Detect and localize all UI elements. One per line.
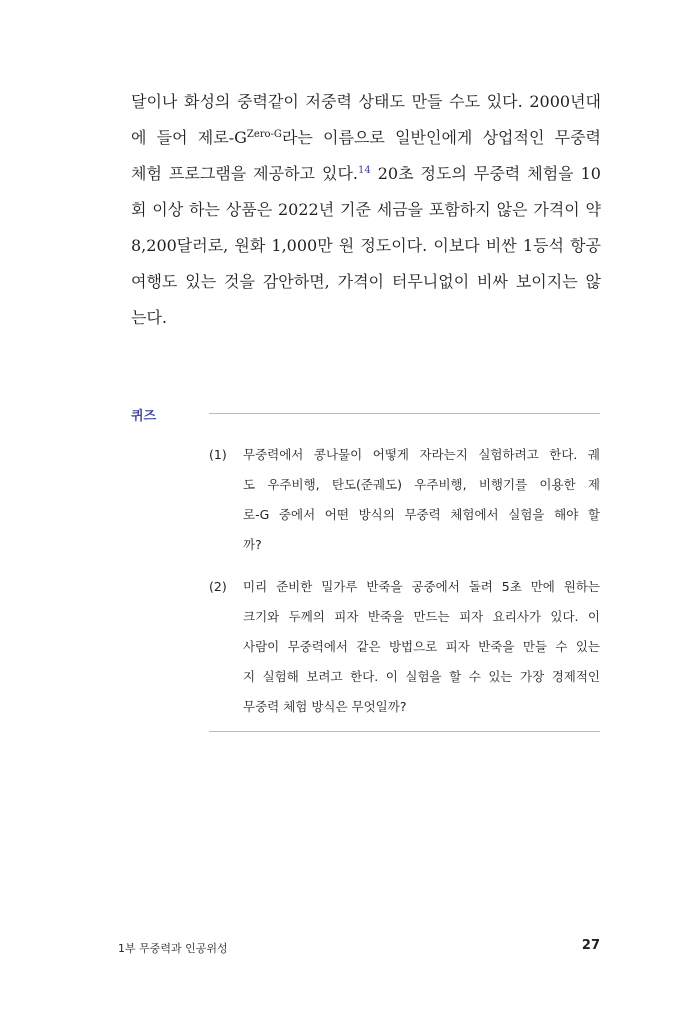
quiz-item-line: 로-G 중에서 어떤 방식의 무중력 체험에서 실험을 해야 할 — [243, 507, 600, 522]
quiz-item-line: 지 실험해 보려고 한다. 이 실험을 할 수 있는 가장 경제적인 — [243, 669, 600, 684]
page-number: 27 — [581, 938, 600, 953]
body-text-segment: 체험 프로그램을 제공하고 있다. — [131, 164, 358, 183]
quiz-item-line: 도 우주비행, 탄도(준궤도) 우주비행, 비행기를 이용한 제 — [243, 477, 600, 492]
body-paragraph — [131, 84, 601, 336]
quiz-list — [209, 440, 600, 722]
quiz-item — [209, 440, 600, 560]
quiz-item-line: 무중력 체험 방식은 무엇일까? — [243, 699, 407, 714]
body-line: 여행도 있는 것을 감안하면, 가격이 터무니없이 비싸 보이지는 않 — [131, 272, 601, 291]
quiz-item-number: (2) — [209, 579, 227, 594]
body-line: 는다. — [131, 308, 167, 327]
superscript-term: Zero-G — [246, 129, 282, 140]
body-line: 회 이상 하는 상품은 2022년 기준 세금을 포함하지 않은 가격이 약 — [131, 200, 601, 219]
body-line — [131, 156, 601, 192]
quiz-top-divider — [209, 413, 600, 414]
quiz-item-line: 사람이 무중력에서 같은 방법으로 피자 반죽을 만들 수 있는 — [243, 639, 600, 654]
quiz-item-number: (1) — [209, 447, 227, 462]
body-text-segment: 라는 이름으로 일반인에게 상업적인 무중력 — [281, 128, 601, 147]
body-text-segment: 20초 정도의 무중력 체험을 10 — [370, 164, 601, 183]
quiz-item-line: 크기와 두께의 피자 반죽을 만드는 피자 요리사가 있다. 이 — [243, 609, 600, 624]
quiz-item-line: 까? — [243, 537, 262, 552]
body-text-segment: 에 들어 제로-G — [131, 128, 247, 147]
quiz-item-line: 미리 준비한 밀가루 반죽을 공중에서 돌려 5초 만에 원하는 — [243, 579, 600, 594]
body-line: 달이나 화성의 중력같이 저중력 상태도 만들 수도 있다. 2000년대 — [131, 92, 601, 111]
quiz-bottom-divider — [209, 731, 600, 732]
quiz-heading: 퀴즈 — [131, 409, 157, 424]
quiz-item — [209, 572, 600, 722]
footnote-reference[interactable]: 14 — [358, 165, 371, 176]
body-line — [131, 120, 601, 156]
body-line: 8,200달러로, 원화 1,000만 원 정도이다. 이보다 비싼 1등석 항공 — [131, 236, 601, 255]
quiz-item-line: 무중력에서 콩나물이 어떻게 자라는지 실험하려고 한다. 궤 — [243, 447, 600, 462]
running-footer-section: 1부 무중력과 인공위성 — [118, 942, 228, 955]
